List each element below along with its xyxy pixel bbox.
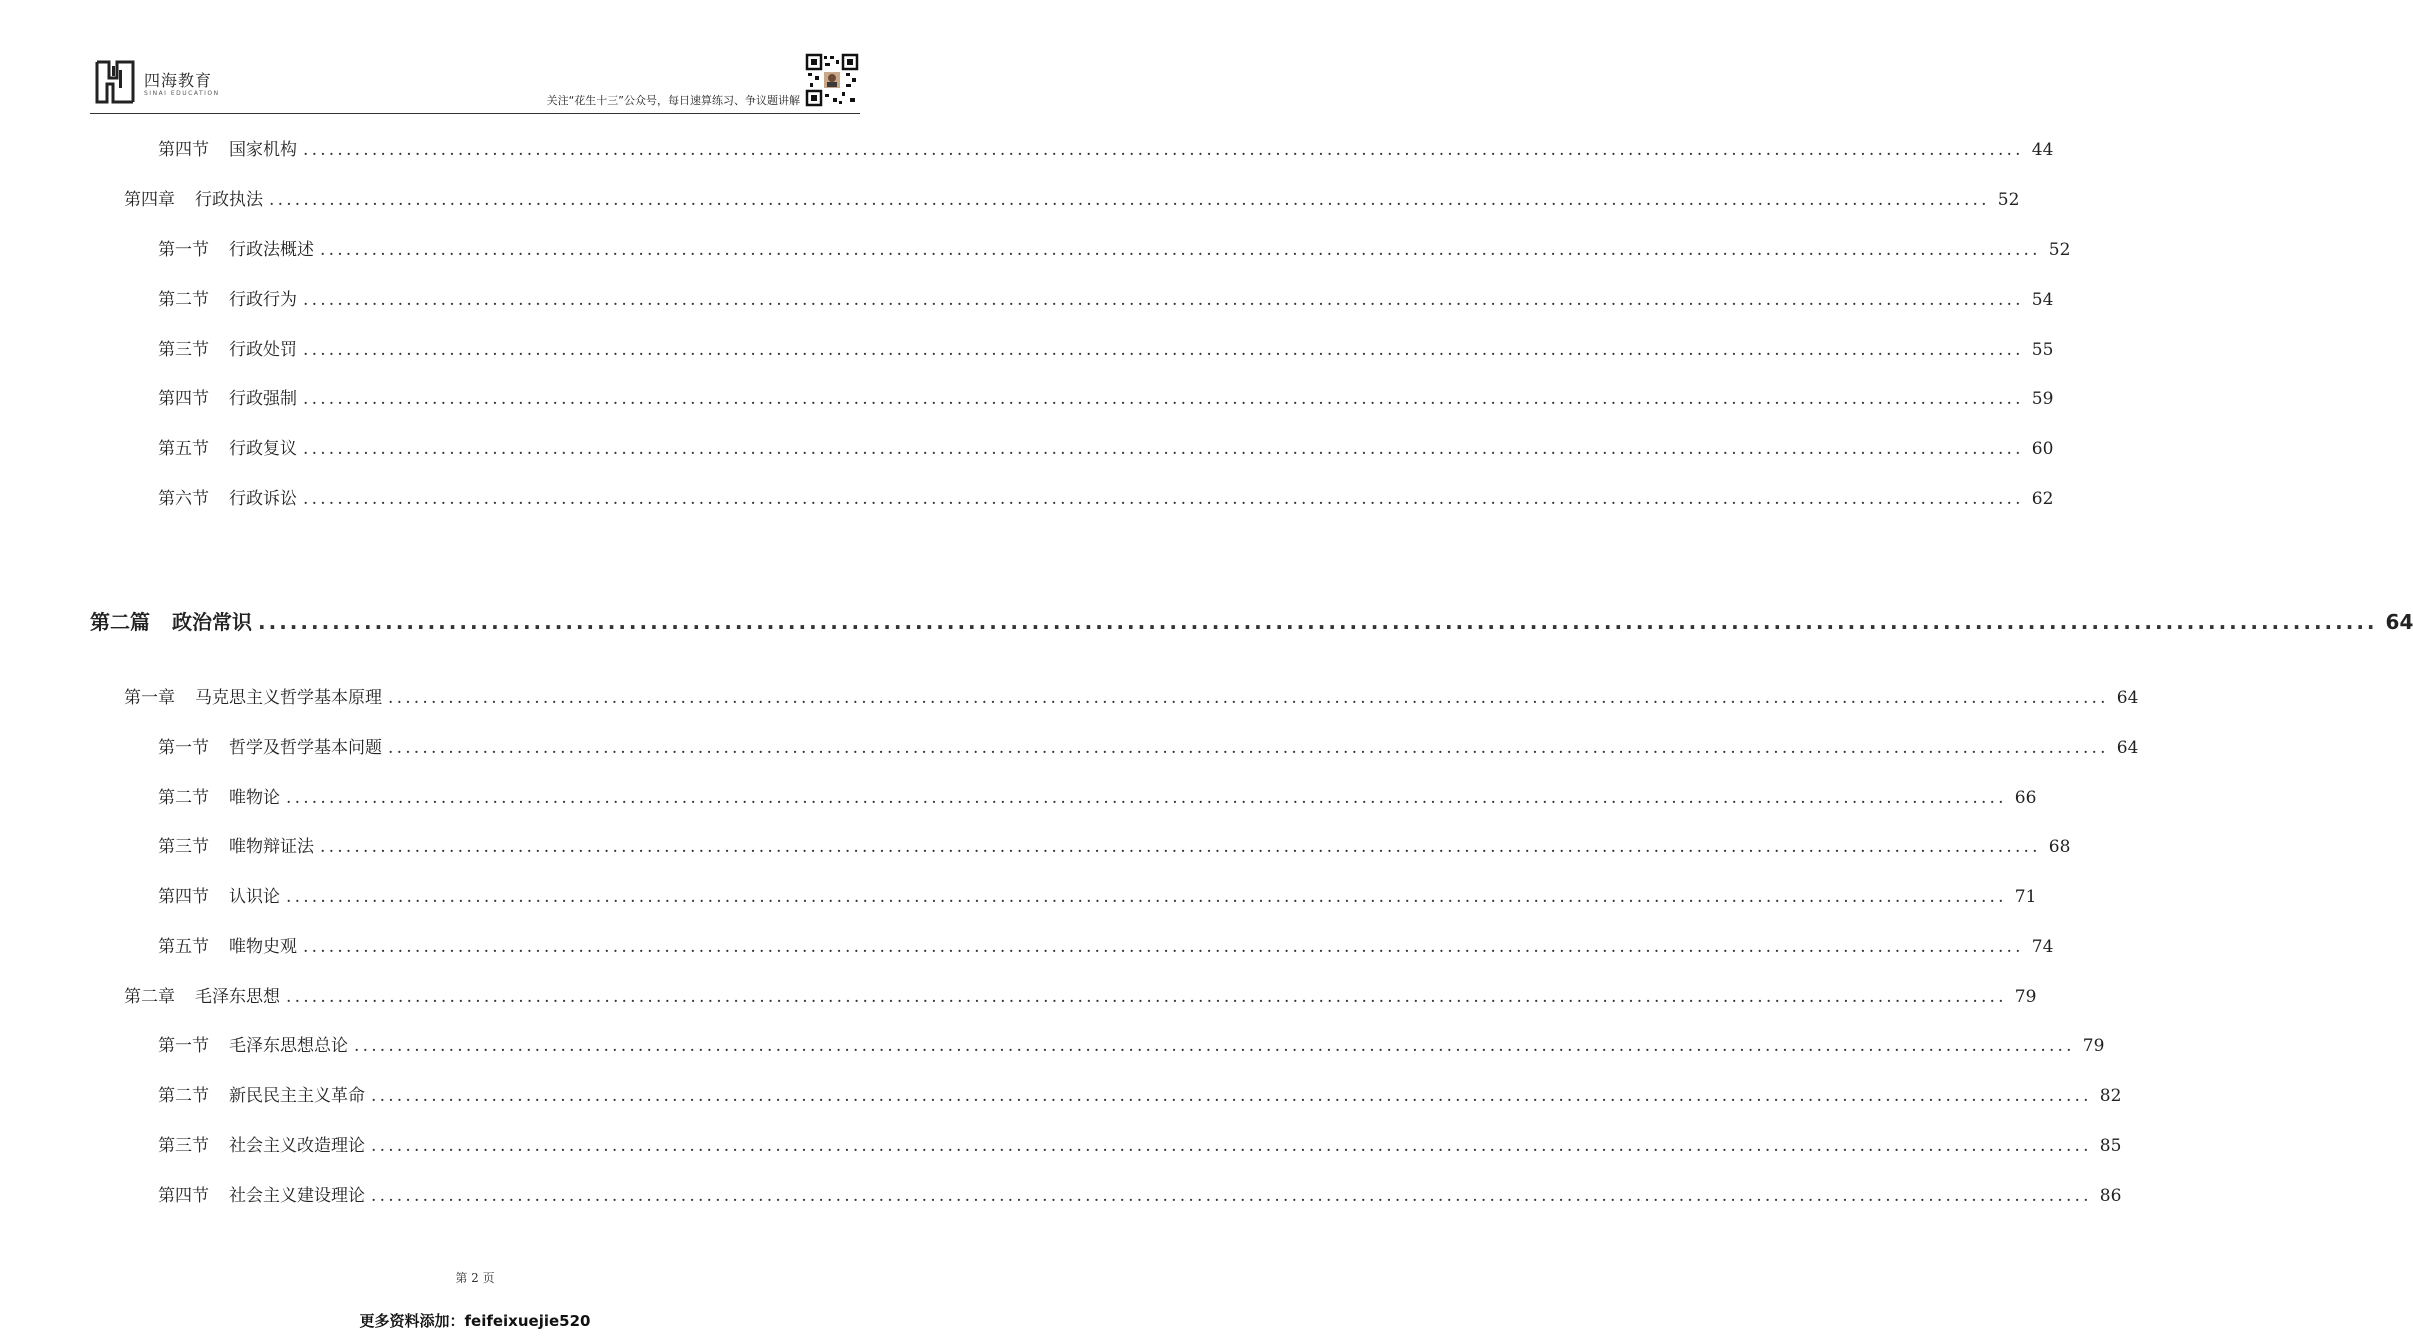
toc-leader-dots: ........................................................................................................................................................................................................ bbox=[354, 1036, 2075, 1056]
toc-leader-dots: ........................................................................................................................................................................................................ bbox=[371, 1186, 2092, 1206]
toc-entry-title: 行政诉讼 bbox=[229, 489, 297, 509]
toc-entry-page: 68 bbox=[2048, 837, 2071, 857]
toc-entry-section[interactable] bbox=[158, 235, 2071, 260]
header-rule bbox=[90, 113, 860, 114]
toc-entry-title: 行政处罚 bbox=[229, 340, 297, 360]
toc-leader-dots: ........................................................................................................................................................................................................ bbox=[371, 1136, 2092, 1156]
logo-subtitle: SINAI EDUCATION bbox=[144, 90, 220, 97]
toc-entry-label: 第三节 bbox=[158, 837, 209, 857]
toc-leader-dots: ........................................................................................................................................................................................................ bbox=[303, 389, 2024, 409]
toc-entry-title: 行政法概述 bbox=[229, 240, 314, 260]
logo-text: 四海教育 bbox=[144, 71, 213, 90]
toc-entry-title: 行政执法 bbox=[195, 190, 263, 210]
toc-entry-page: 54 bbox=[2031, 290, 2054, 310]
toc-entry-section[interactable] bbox=[158, 1131, 2122, 1156]
toc-entry-page: 71 bbox=[2014, 887, 2037, 907]
toc-entry-title: 哲学及哲学基本问题 bbox=[229, 738, 382, 758]
toc-entry-label: 第六节 bbox=[158, 489, 209, 509]
toc-entry-page: 82 bbox=[2099, 1086, 2122, 1106]
toc-entry-label: 第二章 bbox=[124, 987, 175, 1007]
toc-entry-section[interactable] bbox=[158, 1181, 2122, 1206]
toc-leader-dots: ........................................................................................................................................................................................................ bbox=[269, 190, 1990, 210]
toc-entry-page: 79 bbox=[2082, 1036, 2105, 1056]
toc-entry-title: 新民民主主义革命 bbox=[229, 1086, 365, 1106]
toc-entry-page: 44 bbox=[2031, 140, 2054, 160]
toc-entry-title: 行政行为 bbox=[229, 290, 297, 310]
toc-entry-section[interactable] bbox=[158, 1031, 2105, 1056]
toc-entry-label: 第四节 bbox=[158, 1186, 209, 1206]
toc-entry-section[interactable] bbox=[158, 484, 2054, 509]
toc-entry-title: 唯物论 bbox=[229, 788, 280, 808]
toc-entry-title: 社会主义建设理论 bbox=[229, 1186, 365, 1206]
toc-leader-dots: ........................................................................................................................................................................................................ bbox=[286, 887, 2007, 907]
sihai-logo-icon bbox=[95, 60, 135, 104]
toc-leader-dots: ........................................................................................................................................................................................................ bbox=[388, 688, 2109, 708]
toc-entry-part[interactable] bbox=[90, 606, 2413, 635]
toc-entry-label: 第一节 bbox=[158, 738, 209, 758]
toc-entry-title: 马克思主义哲学基本原理 bbox=[195, 688, 382, 708]
toc-entry-label: 第二节 bbox=[158, 290, 209, 310]
toc-leader-dots: ........................................................................................................................................................................................................ bbox=[303, 290, 2024, 310]
toc-entry-section[interactable] bbox=[158, 285, 2054, 310]
toc-entry-page: 85 bbox=[2099, 1136, 2122, 1156]
toc-entry-section[interactable] bbox=[158, 434, 2054, 459]
toc-entry-title: 社会主义改造理论 bbox=[229, 1136, 365, 1156]
toc-entry-section[interactable] bbox=[158, 1081, 2122, 1106]
toc-entry-section[interactable] bbox=[158, 135, 2054, 160]
toc-entry-page: 74 bbox=[2031, 937, 2054, 957]
toc-entry-title: 唯物辩证法 bbox=[229, 837, 314, 857]
toc-entry-section[interactable] bbox=[158, 335, 2054, 360]
toc-entry-title: 毛泽东思想 bbox=[195, 987, 280, 1007]
toc-entry-title: 行政强制 bbox=[229, 389, 297, 409]
toc-leader-dots: ........................................................................................................................................................................................................ bbox=[286, 788, 2007, 808]
toc-entry-page: 66 bbox=[2014, 788, 2037, 808]
toc-entry-title: 唯物史观 bbox=[229, 937, 297, 957]
toc-leader-dots: ........................................................................................................................................................................................................ bbox=[303, 140, 2024, 160]
toc-entry-label: 第二篇 bbox=[90, 610, 150, 634]
footer-note: 更多资料添加：feifeixuejie520 bbox=[359, 1312, 591, 1330]
toc-entry-section[interactable] bbox=[158, 832, 2071, 857]
toc-leader-dots: ........................................................................................................................................................................................................ bbox=[320, 240, 2041, 260]
toc-entry-label: 第四节 bbox=[158, 389, 209, 409]
page-number: 第 2 页 bbox=[455, 1271, 495, 1285]
toc-entry-label: 第一节 bbox=[158, 240, 209, 260]
toc-entry-page: 59 bbox=[2031, 389, 2054, 409]
toc-entry-title: 毛泽东思想总论 bbox=[229, 1036, 348, 1056]
toc-entry-page: 55 bbox=[2031, 340, 2054, 360]
toc-leader-dots: ........................................................................................................................................................................................................ bbox=[388, 738, 2109, 758]
toc-entry-label: 第三节 bbox=[158, 340, 209, 360]
toc-entry-page: 64 bbox=[2385, 610, 2413, 634]
toc-entry-title: 政治常识 bbox=[172, 610, 252, 634]
toc-entry-section[interactable] bbox=[158, 932, 2054, 957]
toc-entry-chapter[interactable] bbox=[124, 185, 2020, 210]
toc-leader-dots: ........................................................................................................................................................................................................ bbox=[258, 610, 2378, 634]
toc-entry-label: 第二节 bbox=[158, 788, 209, 808]
toc-entry-section[interactable] bbox=[158, 882, 2037, 907]
toc-entry-section[interactable] bbox=[158, 783, 2037, 808]
toc-entry-page: 86 bbox=[2099, 1186, 2122, 1206]
toc-entry-label: 第四节 bbox=[158, 887, 209, 907]
toc-leader-dots: ........................................................................................................................................................................................................ bbox=[303, 489, 2024, 509]
page-header bbox=[90, 50, 860, 114]
toc-entry-title: 行政复议 bbox=[229, 439, 297, 459]
toc-leader-dots: ........................................................................................................................................................................................................ bbox=[303, 937, 2024, 957]
toc-entry-page: 64 bbox=[2116, 688, 2139, 708]
toc-entry-label: 第一章 bbox=[124, 688, 175, 708]
toc-entry-title: 国家机构 bbox=[229, 140, 297, 160]
toc-entry-label: 第四章 bbox=[124, 190, 175, 210]
toc-entry-label: 第五节 bbox=[158, 937, 209, 957]
toc-leader-dots: ........................................................................................................................................................................................................ bbox=[303, 340, 2024, 360]
toc-leader-dots: ........................................................................................................................................................................................................ bbox=[371, 1086, 2092, 1106]
toc-entry-label: 第二节 bbox=[158, 1086, 209, 1106]
toc-leader-dots: ........................................................................................................................................................................................................ bbox=[303, 439, 2024, 459]
toc-entry-label: 第四节 bbox=[158, 140, 209, 160]
toc-entry-page: 79 bbox=[2014, 987, 2037, 1007]
toc-entry-section[interactable] bbox=[158, 384, 2054, 409]
toc-entry-page: 62 bbox=[2031, 489, 2054, 509]
toc-entry-label: 第三节 bbox=[158, 1136, 209, 1156]
toc-entry-page: 64 bbox=[2116, 738, 2139, 758]
toc-entry-chapter[interactable] bbox=[124, 683, 2139, 708]
toc-entry-title: 认识论 bbox=[229, 887, 280, 907]
toc-entry-label: 第一节 bbox=[158, 1036, 209, 1056]
toc-entry-label: 第五节 bbox=[158, 439, 209, 459]
qr-code-icon bbox=[806, 54, 858, 106]
toc-leader-dots: ........................................................................................................................................................................................................ bbox=[286, 987, 2007, 1007]
toc-entry-page: 52 bbox=[2048, 240, 2071, 260]
toc-entry-section[interactable] bbox=[158, 733, 2139, 758]
toc-entry-chapter[interactable] bbox=[124, 982, 2037, 1007]
toc-entry-page: 52 bbox=[1997, 190, 2020, 210]
toc-entry-page: 60 bbox=[2031, 439, 2054, 459]
header-tagline: 关注“花生十三”公众号，每日速算练习、争议题讲解 bbox=[546, 94, 800, 107]
toc-leader-dots: ........................................................................................................................................................................................................ bbox=[320, 837, 2041, 857]
